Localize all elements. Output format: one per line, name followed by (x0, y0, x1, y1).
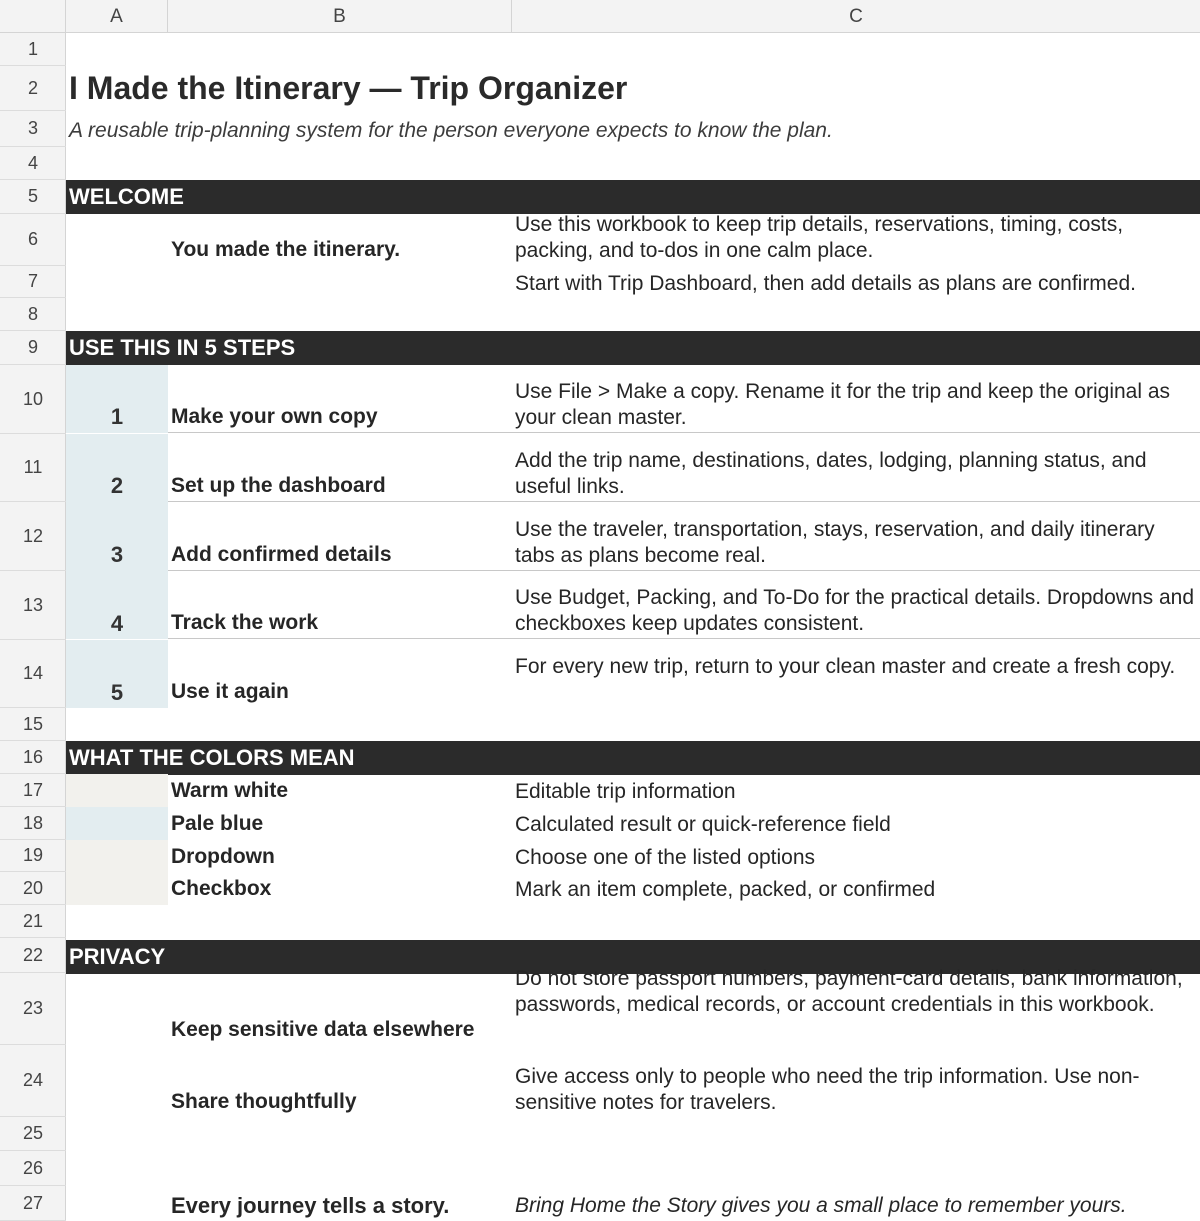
column-header-a[interactable]: A (66, 0, 168, 33)
row-header-bar (0, 33, 66, 1221)
privacy-description[interactable]: Do not store passport numbers, payment-card details, bank information, passwords, medical records, or account credentials in this workbook. (515, 967, 1183, 1016)
step-label[interactable]: Use it again (171, 680, 289, 703)
step-label[interactable]: Make your own copy (171, 405, 378, 428)
select-all-corner[interactable] (0, 0, 66, 33)
row-header[interactable]: 25 (0, 1117, 66, 1151)
section-header-colors[interactable]: WHAT THE COLORS MEAN (66, 741, 1200, 775)
column-header-b[interactable]: B (168, 0, 512, 33)
row-header[interactable]: 7 (0, 266, 66, 298)
row-header[interactable]: 21 (0, 905, 66, 938)
row-header[interactable]: 2 (0, 66, 66, 111)
row-header[interactable]: 11 (0, 434, 66, 502)
color-swatch-dropdown[interactable] (66, 840, 168, 873)
step-label[interactable]: Track the work (171, 611, 319, 634)
step-label[interactable]: Add confirmed details (171, 543, 392, 566)
color-label[interactable]: Checkbox (171, 877, 272, 900)
step-number[interactable]: 5 (66, 640, 168, 708)
color-description[interactable]: Calculated result or quick-reference field (515, 813, 891, 836)
row-divider (168, 432, 1200, 433)
row-header[interactable]: 24 (0, 1045, 66, 1117)
step-description[interactable]: Use Budget, Packing, and To-Do for the practical details. Dropdowns and checkboxes keep updates consistent. (515, 586, 1194, 635)
page-subtitle[interactable]: A reusable trip-planning system for the person everyone expects to know the plan. (69, 119, 833, 142)
step-number[interactable]: 4 (66, 571, 168, 639)
section-header-privacy[interactable]: PRIVACY (66, 940, 1200, 974)
row-header[interactable]: 23 (0, 973, 66, 1045)
welcome-label[interactable]: You made the itinerary. (171, 238, 401, 261)
step-description[interactable]: Use the traveler, transportation, stays, reservation, and daily itinerary tabs as plans become real. (515, 518, 1155, 567)
step-description[interactable]: Add the trip name, destinations, dates, lodging, planning status, and useful links. (515, 449, 1147, 498)
row-header[interactable]: 17 (0, 774, 66, 807)
row-header[interactable]: 13 (0, 571, 66, 640)
step-description[interactable]: Use File > Make a copy. Rename it for the trip and keep the original as your clean master. (515, 380, 1171, 429)
column-header-c[interactable]: C (849, 6, 863, 27)
row-header[interactable]: 10 (0, 365, 66, 434)
row-header[interactable]: 16 (0, 741, 66, 774)
row-divider (168, 570, 1200, 571)
row-header[interactable]: 15 (0, 708, 66, 741)
color-description[interactable]: Mark an item complete, packed, or confirmed (515, 878, 936, 901)
step-number[interactable]: 2 (66, 434, 168, 502)
row-divider (168, 501, 1200, 502)
row-header[interactable]: 20 (0, 872, 66, 905)
row-header[interactable]: 22 (0, 938, 66, 973)
color-swatch-warm-white[interactable] (66, 774, 168, 807)
step-label[interactable]: Set up the dashboard (171, 474, 386, 497)
row-header[interactable]: 18 (0, 807, 66, 840)
column-header-bar (0, 0, 1200, 33)
row-header[interactable]: 1 (0, 33, 66, 66)
row-header[interactable]: 19 (0, 840, 66, 872)
welcome-start-note[interactable]: Start with Trip Dashboard, then add details as plans are confirmed. (515, 272, 1136, 295)
welcome-description[interactable]: Use this workbook to keep trip details, reservations, timing, costs, packing, and to-dos in one calm place. (515, 213, 1124, 262)
privacy-label[interactable]: Share thoughtfully (171, 1090, 357, 1113)
section-header-welcome[interactable]: WELCOME (66, 180, 1200, 214)
privacy-description[interactable]: Give access only to people who need the trip information. Use non-sensitive notes for travelers. (515, 1065, 1140, 1114)
row-header[interactable]: 8 (0, 298, 66, 331)
row-header[interactable]: 4 (0, 147, 66, 180)
row-header[interactable]: 27 (0, 1186, 66, 1221)
color-swatch-checkbox[interactable] (66, 872, 168, 905)
closing-label[interactable]: Every journey tells a story. (171, 1193, 450, 1218)
row-header[interactable]: 5 (0, 180, 66, 214)
row-divider (168, 638, 1200, 639)
step-number[interactable]: 1 (66, 365, 168, 433)
step-number[interactable]: 3 (66, 502, 168, 571)
row-header[interactable]: 3 (0, 111, 66, 147)
row-header[interactable]: 9 (0, 331, 66, 365)
color-label[interactable]: Warm white (171, 779, 289, 802)
row-header[interactable]: 26 (0, 1151, 66, 1186)
color-swatch-pale-blue[interactable] (66, 807, 168, 840)
color-label[interactable]: Dropdown (171, 845, 275, 868)
color-description[interactable]: Choose one of the listed options (515, 846, 816, 869)
color-description[interactable]: Editable trip information (515, 780, 736, 803)
row-header[interactable]: 14 (0, 640, 66, 708)
page-title[interactable]: I Made the Itinerary — Trip Organizer (69, 70, 628, 106)
privacy-label[interactable]: Keep sensitive data elsewhere (171, 1018, 475, 1041)
row-header[interactable]: 6 (0, 214, 66, 266)
section-header-steps[interactable]: USE THIS IN 5 STEPS (66, 331, 1200, 365)
closing-description[interactable]: Bring Home the Story gives you a small place to remember yours. (515, 1194, 1127, 1217)
step-description[interactable]: For every new trip, return to your clean master and create a fresh copy. (515, 655, 1176, 678)
row-header[interactable]: 12 (0, 502, 66, 571)
color-label[interactable]: Pale blue (171, 812, 264, 835)
